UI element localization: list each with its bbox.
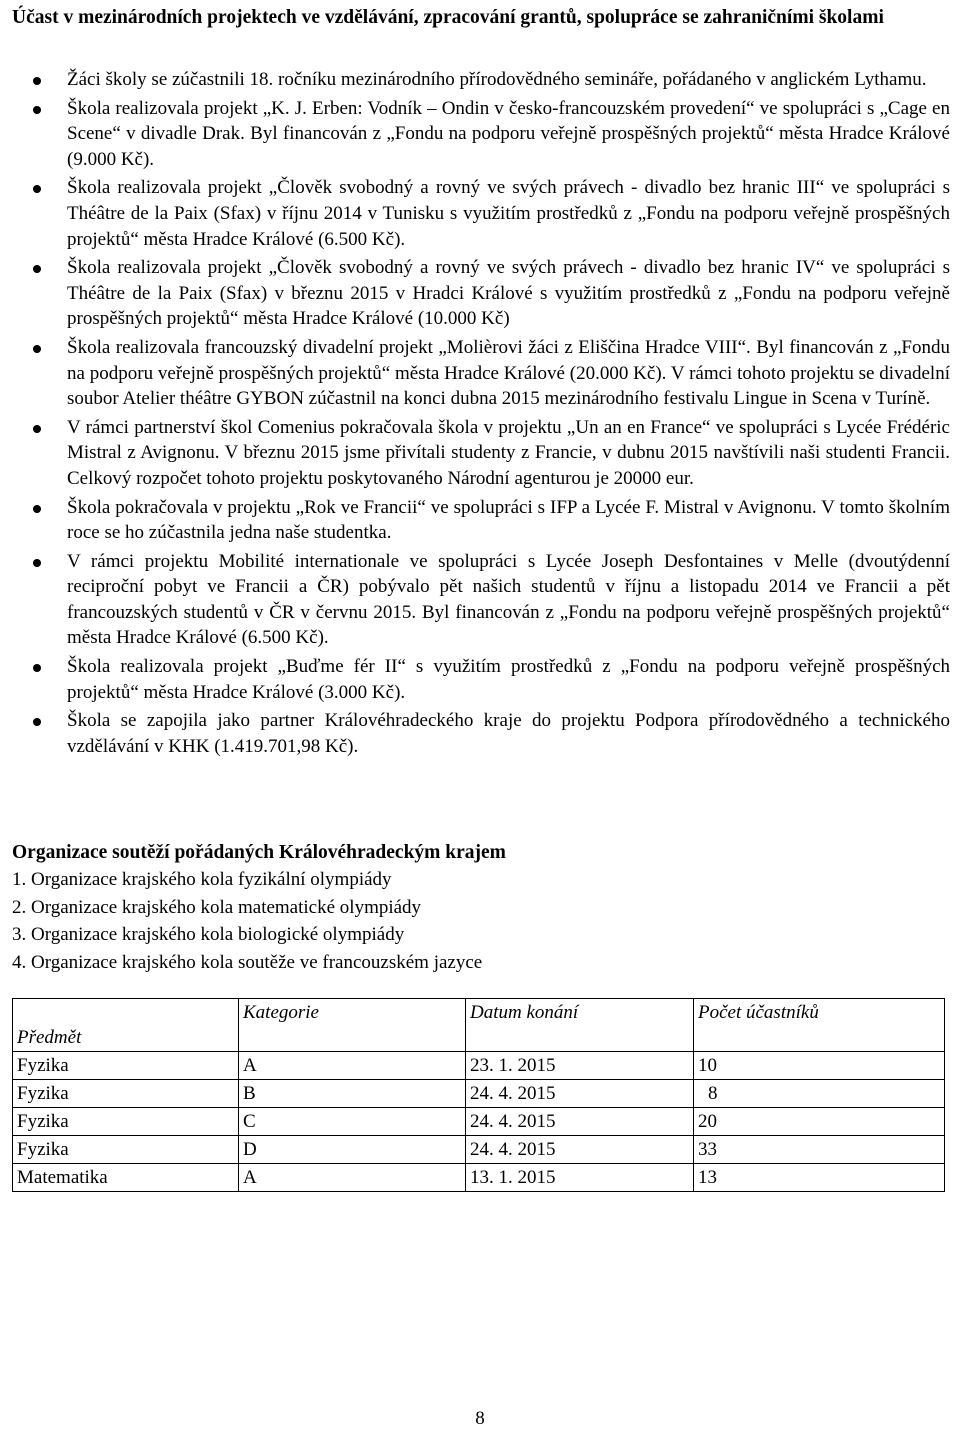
list-item: Škola se zapojila jako partner Královéhradeckého kraje do projektu Podpora přírodovědného a technického vzdělávání v KHK (1.419.701,98 Kč). <box>12 708 950 759</box>
cell-category: B <box>239 1080 466 1108</box>
header-date: Datum konání <box>466 999 694 1052</box>
cell-date: 13. 1. 2015 <box>466 1164 694 1192</box>
table-row <box>13 1080 945 1108</box>
list-item: Žáci školy se zúčastnili 18. ročníku mezinárodního přírodovědného semináře, pořádaného v anglickém Lythamu. <box>12 67 950 93</box>
list-item: Škola realizovala projekt „Člověk svobodný a rovný ve svých právech - divadlo bez hranic III“ ve spolupráci s Théâtre de la Paix (Sfax) v říjnu 2014 v Tunisku s využitím prostředků z „Fondu na podporu veřejně prospěšných projektů“ města Hradce Králové (6.500 Kč). <box>12 175 950 252</box>
cell-count: 10 <box>694 1052 945 1080</box>
projects-list <box>12 67 950 759</box>
cell-category: A <box>239 1052 466 1080</box>
list-item: 1. Organizace krajského kola fyzikální olympiády <box>12 869 392 891</box>
list-item: V rámci projektu Mobilité internationale ve spolupráci s Lycée Joseph Desfontaines v Melle (dvoutýdenní reciproční pobyt ve Francii a ČR) pobývalo pět našich studentů v říjnu a listopadu 2014 ve Francii a pět francouzských studentů v ČR v červnu 2015. Byl financován z „Fondu na podporu veřejně prospěšných projektů“ města Hradce Králové (6.500 Kč). <box>12 549 950 651</box>
table-row <box>13 1136 945 1164</box>
bullet-icon <box>33 265 41 273</box>
cell-subject: Fyzika <box>13 1136 239 1164</box>
list-item: 3. Organizace krajského kola biologické olympiády <box>12 924 405 946</box>
section-heading: Účast v mezinárodních projektech ve vzdělávání, zpracování grantů, spolupráce se zahraničními školami <box>12 7 884 28</box>
cell-count: 8 <box>694 1080 945 1108</box>
cell-category: C <box>239 1108 466 1136</box>
bullet-icon <box>33 664 41 672</box>
cell-category: A <box>239 1164 466 1192</box>
table-row <box>13 1052 945 1080</box>
table-row <box>13 1108 945 1136</box>
cell-category: D <box>239 1136 466 1164</box>
cell-subject: Fyzika <box>13 1080 239 1108</box>
list-item: Škola realizovala projekt „K. J. Erben: Vodník – Ondin v česko-francouzském provedení“ ve spolupráci s „Cage en Scene“ v divadle Drak. Byl financován z „Fondu na podporu veřejně prospěšných projektů“ města Hradce Králové (9.000 Kč). <box>12 96 950 173</box>
list-item: 4. Organizace krajského kola soutěže ve francouzském jazyce <box>12 951 483 973</box>
competitions-table <box>12 998 945 1192</box>
cell-subject: Fyzika <box>13 1108 239 1136</box>
list-item: Škola realizovala projekt „Buďme fér II“ s využitím prostředků z „Fondu na podporu veřejně prospěšných projektů“ města Hradce Králové (3.000 Kč). <box>12 654 950 705</box>
document-page <box>12 0 950 1192</box>
bullet-icon <box>33 77 41 85</box>
bullet-icon <box>33 505 41 513</box>
cell-date: 23. 1. 2015 <box>466 1052 694 1080</box>
bullet-icon <box>33 425 41 433</box>
cell-subject: Matematika <box>13 1164 239 1192</box>
cell-date: 24. 4. 2015 <box>466 1080 694 1108</box>
list-item: Škola pokračovala v projektu „Rok ve Francii“ ve spolupráci s IFP a Lycée F. Mistral v Avignonu. V tomto školním roce se ho zúčastnila jedna naše studentka. <box>12 495 950 546</box>
bullet-icon <box>33 718 41 726</box>
cell-count: 13 <box>694 1164 945 1192</box>
bullet-icon <box>33 106 41 114</box>
cell-count: 33 <box>694 1136 945 1164</box>
list-item: Škola realizovala francouzský divadelní projekt „Molièrovi žáci z Eliščina Hradce VIII“. Byl financován z „Fondu na podporu veřejně prospěšných projektů“ města Hradce Králové (20.000 Kč). V rámci tohoto projektu se divadelní soubor Atelier théâtre GYBON zúčastnil na konci dubna 2015 mezinárodního festivalu Lingue in Scena v Turíně. <box>12 335 950 412</box>
table-header-row <box>13 999 945 1052</box>
header-subject: Předmět <box>13 999 239 1052</box>
list-item: Škola realizovala projekt „Člověk svobodný a rovný ve svých právech - divadlo bez hranic IV“ ve spolupráci s Théâtre de la Paix (Sfax) v březnu 2015 v Hradci Králové s využitím prostředků z „Fondu na podporu veřejně prospěšných projektů“ města Hradce Králové (10.000 Kč) <box>12 255 950 332</box>
cell-count: 20 <box>694 1108 945 1136</box>
bullet-icon <box>33 345 41 353</box>
page-number: 8 <box>475 1408 485 1429</box>
header-count: Počet účastníků <box>694 999 945 1052</box>
competitions-list <box>12 866 950 976</box>
cell-date: 24. 4. 2015 <box>466 1108 694 1136</box>
cell-date: 24. 4. 2015 <box>466 1136 694 1164</box>
bullet-icon <box>33 185 41 193</box>
cell-subject: Fyzika <box>13 1052 239 1080</box>
list-item: V rámci partnerství škol Comenius pokračovala škola v projektu „Un an en France“ ve spolupráci s Lycée Frédéric Mistral z Avignonu. V březnu 2015 jsme přivítali studenty z Francie, v dubnu 2015 navštívili naši studenti Francii. Celkový rozpočet tohoto projektu poskytovaného Národní agenturou je 20000 eur. <box>12 415 950 492</box>
header-category: Kategorie <box>239 999 466 1052</box>
table-row <box>13 1164 945 1192</box>
list-item: 2. Organizace krajského kola matematické olympiády <box>12 896 422 918</box>
bullet-icon <box>33 559 41 567</box>
competitions-title: Organizace soutěží pořádaných Královéhradeckým krajem <box>12 842 506 864</box>
